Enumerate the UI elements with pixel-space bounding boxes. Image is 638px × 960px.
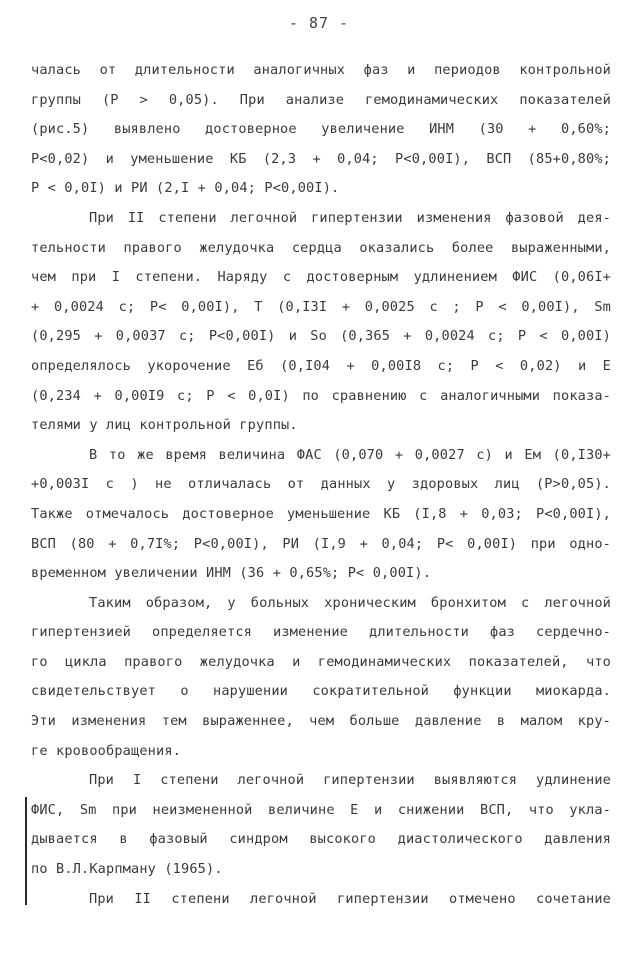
body-text xyxy=(31,56,611,914)
text-line: При II степени легочной гипертензии изменения фазовой дея- xyxy=(89,209,611,226)
text-line: P<0,02) и уменьшение КБ (2,3 + 0,04; P<0,00I), ВСП (85+0,80%; xyxy=(31,150,611,167)
text-line: Таким образом, у больных хроническим бронхитом с легочной xyxy=(89,594,611,611)
text-line: определялось укорочение Eб (0,I04 + 0,00I8 с; P < 0,02) и Е xyxy=(31,357,611,374)
text-line: (рис.5) выявлено достоверное увеличение ИНМ (30 + 0,60%; xyxy=(31,121,611,138)
text-line: гипертензией определяется изменение длительности фаз сердечно- xyxy=(31,624,611,641)
text-line: ВСП (80 + 0,7I%; P<0,00I), РИ (I,9 + 0,04; P< 0,00I) при одно- xyxy=(31,535,611,552)
text-line: P < 0,0I) и РИ (2,I + 0,04; P<0,00I). xyxy=(31,180,340,197)
text-line: телями у лиц контрольной группы. xyxy=(31,417,298,434)
text-line: Эти изменения тем выраженнее, чем больше давление в малом кру- xyxy=(31,713,611,730)
text-line: тельности правого желудочка сердца оказались более выраженными, xyxy=(31,239,611,256)
page-number: - 87 - xyxy=(288,14,350,32)
text-line: В то же время величина ФАС (0,070 + 0,0027 с) и Ем (0,I30+ xyxy=(89,446,611,463)
text-line: свидетельствует о нарушении сократительной функции миокарда. xyxy=(31,683,611,700)
text-line: (0,295 + 0,0037 с; P<0,00I) и So (0,365 + 0,0024 с; P < 0,00I) xyxy=(31,328,611,345)
margin-line xyxy=(25,797,27,905)
text-line: чем при I степени. Наряду с достоверным удлинением ФИС (0,06I+ xyxy=(31,269,611,286)
text-line: по В.Л.Карпману (1965). xyxy=(31,861,223,878)
text-line: ге кровообращения. xyxy=(31,742,182,759)
text-line: ФИС, Sm при неизмененной величине Е и снижении ВСП, что укла- xyxy=(31,801,611,818)
text-line: группы (P > 0,05). При анализе гемодинамических показателей xyxy=(31,91,611,108)
text-line: При II степени легочной гипертензии отмечено сочетание xyxy=(89,890,611,907)
text-line: дывается в фазовый синдром высокого диастолического давления xyxy=(31,831,611,848)
text-line: Также отмечалось достоверное уменьшение КБ (I,8 + 0,03; P<0,00I), xyxy=(31,505,611,522)
text-line: чалась от длительности аналогичных фаз и периодов контрольной xyxy=(31,62,611,78)
text-line: (0,234 + 0,00I9 с; P < 0,0I) по сравнению с аналогичными показа- xyxy=(31,387,611,404)
text-line: + 0,0024 с; P< 0,00I), Т (0,I3I + 0,0025 с ; P < 0,00I), Sm xyxy=(31,298,611,315)
text-line: +0,003I с ) не отличалась от данных у здоровых лиц (P>0,05). xyxy=(31,476,611,493)
text-line: временном увеличении ИНМ (36 + 0,65%; P< 0,00I). xyxy=(31,565,432,582)
text-line: го цикла правого желудочка и гемодинамических показателей, что xyxy=(31,653,611,670)
text-line: При I степени легочной гипертензии выявляются удлинение xyxy=(89,772,611,789)
